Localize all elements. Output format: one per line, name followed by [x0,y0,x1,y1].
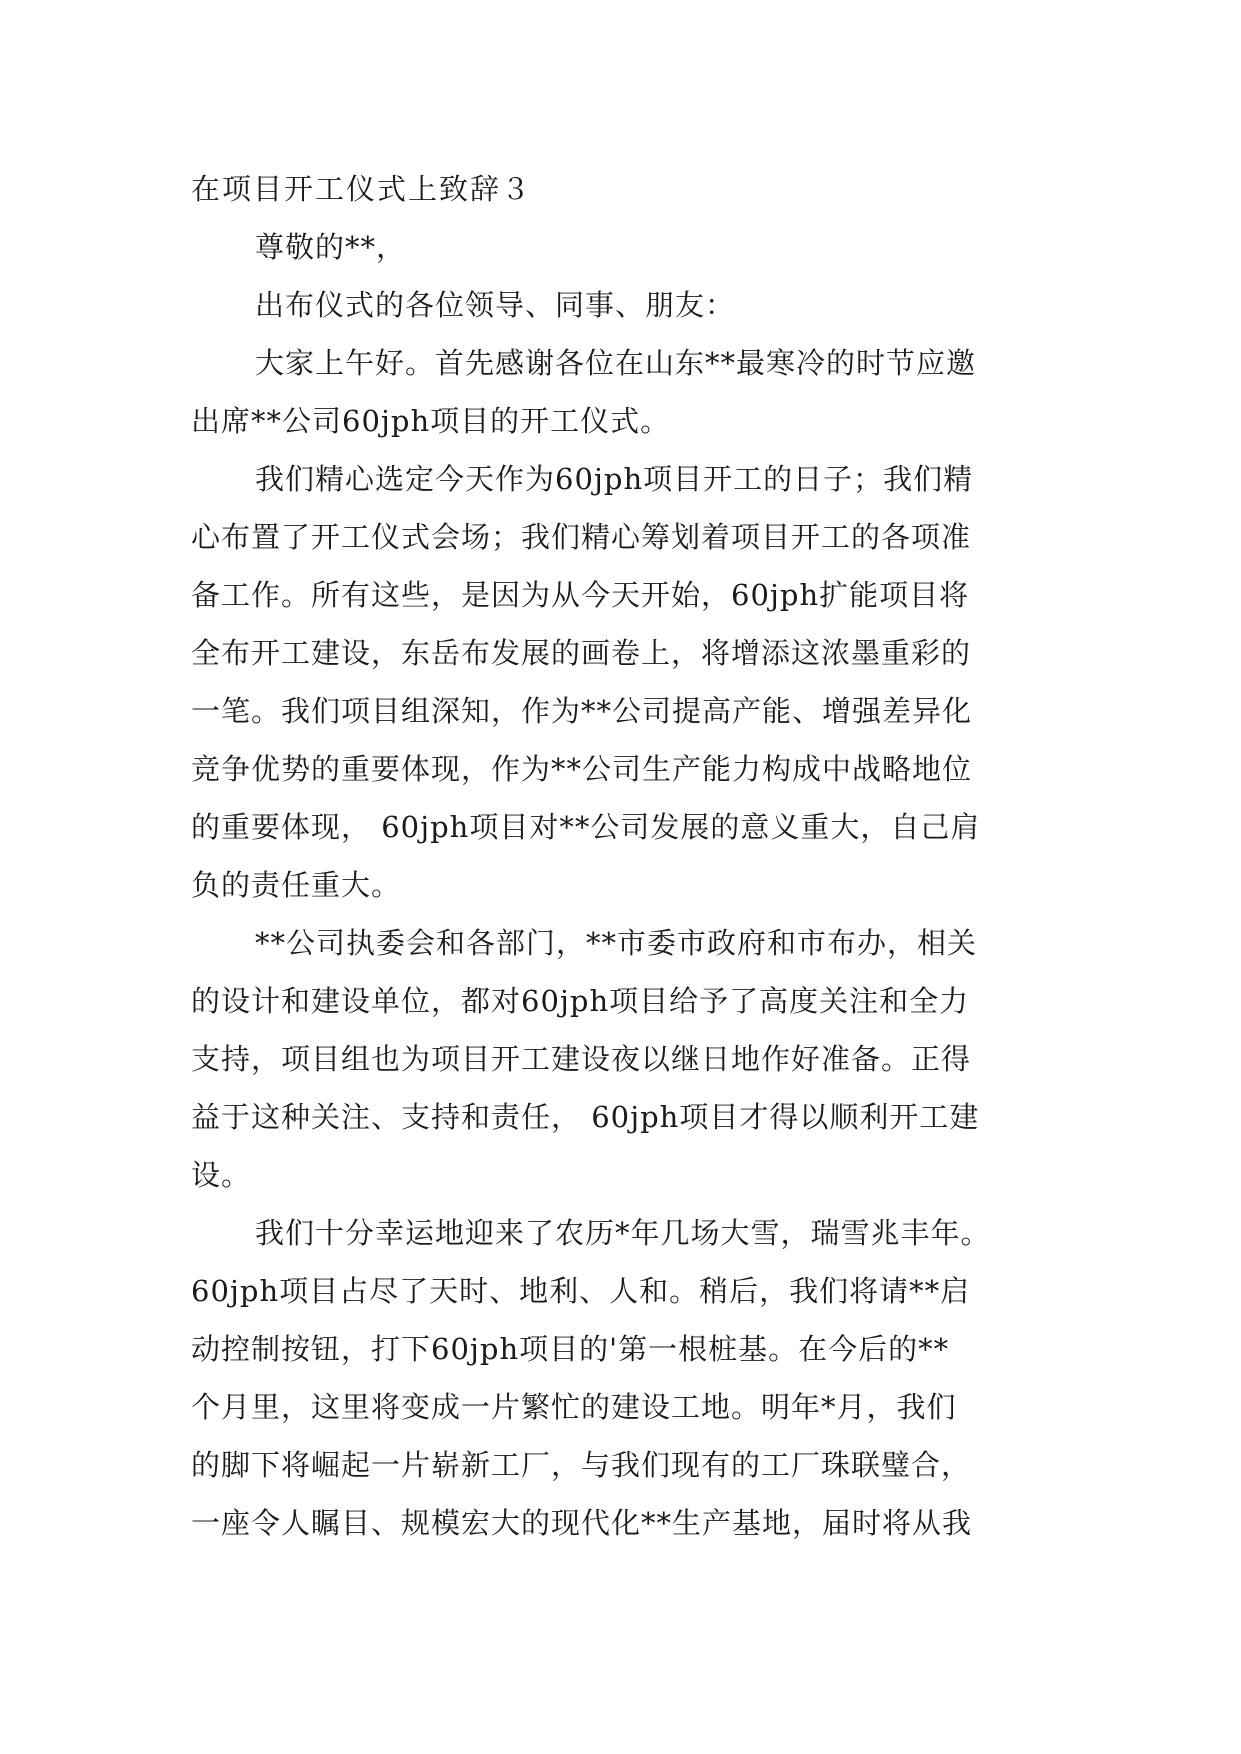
paragraph-line: 全布开工建设，东岳布发展的画卷上，将增添这浓墨重彩的 [191,636,972,670]
paragraph-line: **公司执委会和各部门，**市委市政府和市布办，相关 [255,926,978,960]
paragraph-line: 的重要体现， 60jph项目对**公司发展的意义重大，自己肩 [191,810,981,844]
paragraph-line: 负的责任重大。 [191,868,402,902]
document-title: 在项目开工仪式上致辞３ [191,172,533,206]
paragraph-line: 出席**公司60jph项目的开工仪式。 [191,404,671,438]
paragraph-line: 60jph项目占尽了天时、地利、人和。稍后，我们将请**启 [191,1274,971,1308]
salutation-line: 尊敬的**， [255,230,407,264]
salutation-line: 出布仪式的各位领导、同事、朋友： [255,288,736,322]
paragraph-line: 竞争优势的重要体现，作为**公司生产能力构成中战略地位 [191,752,973,786]
paragraph-line: 一笔。我们项目组深知，作为**公司提高产能、增强差异化 [191,694,973,728]
paragraph-line: 动控制按钮，打下60jph项目的'第一根桩基。在今后的** [191,1332,950,1366]
document-body [191,160,1051,1552]
paragraph-line: 个月里，这里将变成一片繁忙的建设工地。明年*月，我们 [191,1390,957,1424]
paragraph-line: 一座令人瞩目、规模宏大的现代化**生产基地，届时将从我 [191,1506,973,1540]
paragraph-line: 的脚下将崛起一片崭新工厂，与我们现有的工厂珠联璧合， [191,1448,972,1482]
paragraph-line: 支持，项目组也为项目开工建设夜以继日地作好准备。正得 [191,1042,972,1076]
paragraph-line: 设。 [191,1158,252,1192]
paragraph-line: 我们十分幸运地迎来了农历*年几场大雪，瑞雪兆丰年。 [255,1216,991,1250]
paragraph-line: 备工作。所有这些，是因为从今天开始，60jph扩能项目将 [191,578,970,612]
paragraph-line: 大家上午好。首先感谢各位在山东**最寒冷的时节应邀 [255,346,977,380]
paragraph-line: 的设计和建设单位，都对60jph项目给予了高度关注和全力 [191,984,970,1018]
paragraph-line: 心布置了开工仪式会场；我们精心筹划着项目开工的各项准 [191,520,972,554]
paragraph-line: 益于这种关注、支持和责任， 60jph项目才得以顺利开工建 [191,1100,980,1134]
paragraph-line: 我们精心选定今天作为60jph项目开工的日子；我们精 [255,462,974,496]
